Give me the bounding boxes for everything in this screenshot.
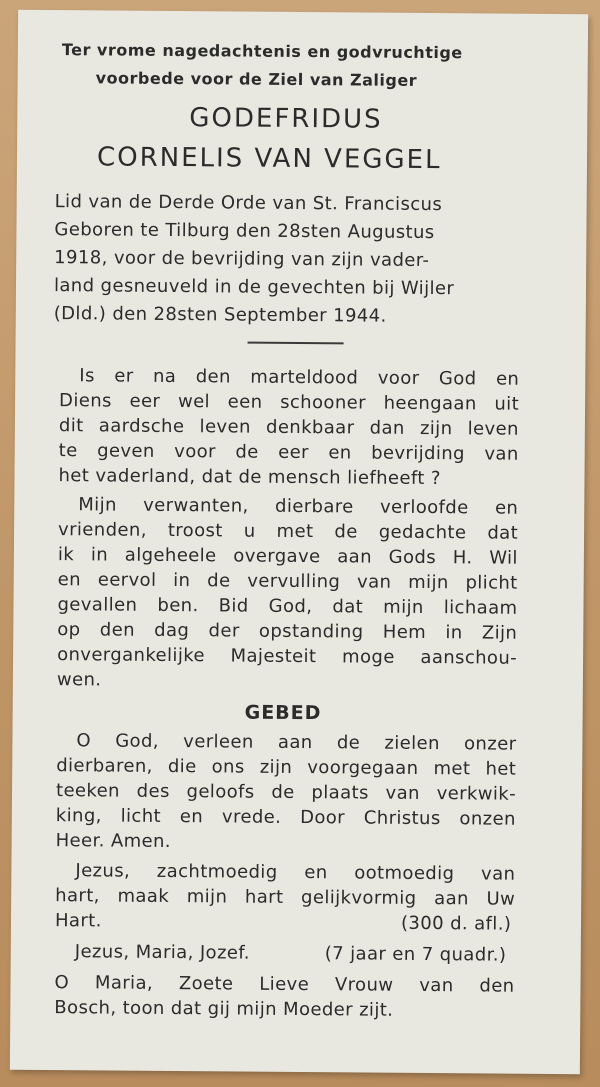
divider-rule <box>248 342 344 345</box>
bio-line: (Dld.) den 28sten September 1944. <box>53 303 387 327</box>
paragraph-line: dit aardsche leven denkbaar dan zijn leven <box>58 415 519 440</box>
invocation-line: Jezus, zachtmoedig en ootmoedig van <box>75 860 516 885</box>
invocation-line: Bosch, toon dat gij mijn Moeder zijt. <box>54 997 394 1021</box>
bio-line: land gesneuveld in de gevechten bij Wijler <box>53 275 455 300</box>
prayer-title: GEBED <box>244 701 322 725</box>
paragraph-line: het vaderland, dat de mensch liefheeft ? <box>58 465 441 490</box>
invocation-line: Hart. <box>54 910 102 932</box>
paragraph-line: ik in algeheele overgave aan Gods H. Wil <box>57 544 518 569</box>
prayer-line: Heer. Amen. <box>55 830 172 853</box>
prayer-line: O God, verleen aan de zielen onzer <box>76 730 517 755</box>
header-line-1: Ter vrome nagedachtenis en godvruchtige <box>61 40 463 63</box>
paragraph-line: en eervol in de vervulling van mijn plicht <box>57 569 518 594</box>
paragraph-line: vrienden, troost u met de gedachte dat <box>58 519 519 544</box>
prayer-line: dierbaren, die ons zijn voorgegaan met het <box>56 755 517 780</box>
bio-line: Geboren te Tilburg den 28sten Augustus <box>54 219 435 244</box>
prayer-line: king, licht en vrede. Door Christus onzen <box>55 805 516 830</box>
paragraph-line: Is er na den marteldood voor God en <box>79 365 520 390</box>
indulgence-note: (300 d. afl.) <box>400 912 512 935</box>
header-line-2: voorbede voor de Ziel van Zaliger <box>95 68 418 90</box>
last-name: CORNELIS VAN VEGGEL <box>96 142 442 176</box>
invocation-line: hart, maak mijn hart gelijkvormig aan Uw <box>55 885 516 910</box>
paragraph-line: Mijn verwanten, dierbare verloofde en <box>78 494 519 519</box>
indulgence-note: (7 jaar en 7 quadr.) <box>324 943 507 966</box>
prayer-line: teeken des geloofs de plaats van verkwik- <box>55 780 517 805</box>
paragraph-line: wen. <box>56 669 102 691</box>
invocation-line: O Maria, Zoete Lieve Vrouw van den <box>54 972 515 997</box>
paragraph-line: op den dag der opstanding Hem in Zijn <box>57 619 518 644</box>
first-name: GODEFRIDUS <box>189 103 383 135</box>
memorial-card <box>10 10 588 1074</box>
paragraph-line: te geven voor de eer en bevrijding van <box>58 440 519 465</box>
paragraph-line: gevallen ben. Bid God, dat mijn lichaam <box>57 594 518 619</box>
paragraph-line: Diens eer wel een schooner heengaan uit <box>59 390 520 415</box>
invocation-line: Jezus, Maria, Jozef. <box>74 941 250 964</box>
bio-line: 1918, voor de bevrijding van zijn vader- <box>54 247 430 272</box>
bio-line: Lid van de Derde Orde van St. Franciscus <box>54 191 443 216</box>
paragraph-line: onvergankelijke Majesteit moge aanschou- <box>57 644 518 669</box>
